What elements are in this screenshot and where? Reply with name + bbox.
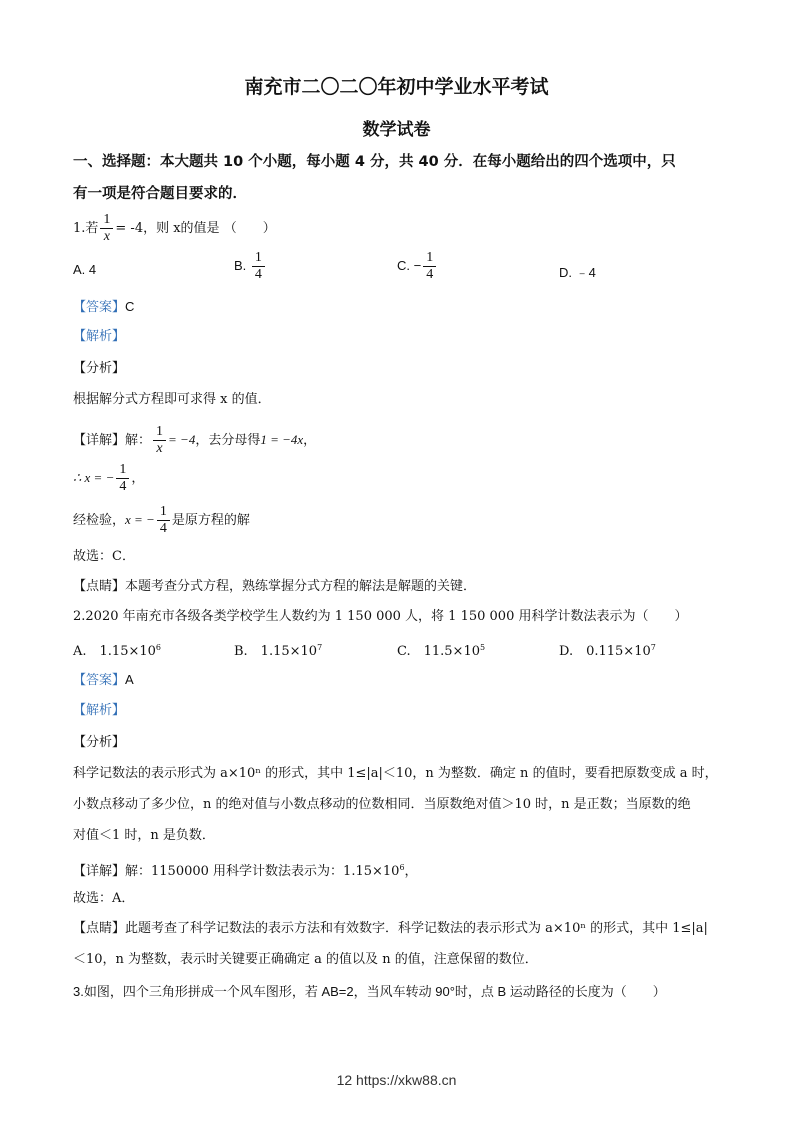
q2-dianjing-line1: 【点睛】此题考查了科学记数法的表示方法和有效数字．科学记数法的表示形式为 a×10ⁿ 的形式，其中 1≤|a| bbox=[73, 921, 708, 936]
q1-check: 经检验，x = − $\frac{1}{4}$ 是原方程的解 bbox=[73, 504, 250, 536]
q1-answer: 【答案】C bbox=[73, 299, 135, 315]
q1-fenxi-tag: 【分析】 bbox=[73, 361, 126, 376]
q1-option-c: C. − $\frac{1}{4}$ bbox=[397, 250, 438, 283]
section-heading-line2: 有一项是符合题目要求的． bbox=[73, 186, 247, 202]
q1-dianjing: 【点睛】本题考查分式方程，熟练掌握分式方程的解法是解题的关键． bbox=[73, 579, 477, 594]
q2-option-d: D. $0.115\times 10^7$ bbox=[559, 643, 656, 659]
q2-fenxi-tag: 【分析】 bbox=[73, 735, 126, 750]
q1-prefix: 1.若 bbox=[73, 221, 99, 236]
section-heading-line1: 一、选择题：本大题共 10 个小题，每小题 4 分，共 40 分．在每小题给出的四个选项中，只 bbox=[73, 154, 676, 170]
q3-stem: 3.如图，四个三角形拼成一个风车图形，若 AB=2，当风车转动 90°时，点 B 运动路径的长度为（ ） bbox=[73, 984, 666, 999]
q1-fenxi: 根据解分式方程即可求得 x 的值． bbox=[73, 392, 271, 407]
q1-option-a: A. 4 bbox=[73, 262, 97, 277]
q2-detail: 【详解】解：1150000 用科学计数法表示为：$1.15\times 10^6$， bbox=[73, 863, 418, 879]
q2-dianjing-line2: ＜10，n 为整数，表示时关键要正确确定 a 的值以及 n 的值，注意保留的数位． bbox=[73, 952, 538, 967]
q1-therefore: ∴ x = − $\frac{1}{4}$ ， bbox=[73, 462, 145, 494]
q2-option-b: B. $1.15\times 10^7$ bbox=[234, 643, 323, 659]
q1-analysis-tag: 【解析】 bbox=[73, 329, 126, 344]
q1-detail: 【详解】解： $\frac{1}{x}$ = −4，去分母得1 = −4x， bbox=[73, 424, 317, 456]
page-subtitle: 数学试卷 bbox=[362, 120, 431, 140]
q1-fraction: $\frac{1}{x}$ bbox=[100, 212, 113, 245]
q2-analysis-tag: 【解析】 bbox=[73, 703, 126, 718]
q1-option-b: B. $\frac{1}{4}$ bbox=[234, 250, 267, 283]
q2-answer: 【答案】A bbox=[73, 672, 134, 688]
q1-rest: = -4，则 x的值是 （ ） bbox=[115, 221, 276, 236]
q2-option-a: A. $1.15\times 10^6$ bbox=[73, 643, 161, 659]
q2-fenxi-line1: 科学记数法的表示形式为 a×10ⁿ 的形式，其中 1≤|a|＜10，n 为整数．确定 n 的值时，要看把原数变成 a 时， bbox=[73, 766, 718, 781]
q2-fenxi-line2: 小数点移动了多少位，n 的绝对值与小数点移动的位数相同．当原数绝对值＞10 时，n 是正数；当原数的绝 bbox=[73, 797, 691, 812]
page-title: 南充市二〇二〇年初中学业水平考试 bbox=[244, 76, 549, 98]
q1-option-d: D. ﹣4 bbox=[559, 265, 596, 280]
q1-stem bbox=[73, 212, 276, 245]
q2-option-c: C. $11.5\times 10^5$ bbox=[397, 643, 486, 659]
q2-choose: 故选：A． bbox=[73, 891, 135, 906]
q1-choose: 故选：C． bbox=[73, 549, 135, 564]
q2-stem: 2.2020 年南充市各级各类学校学生人数约为 1 150 000 人，将 1 150 000 用科学计数法表示为（ ） bbox=[73, 609, 688, 624]
q2-fenxi-line3: 对值＜1 时，n 是负数． bbox=[73, 828, 215, 843]
page-footer: 12 https://xkw88.cn bbox=[336, 1072, 457, 1088]
